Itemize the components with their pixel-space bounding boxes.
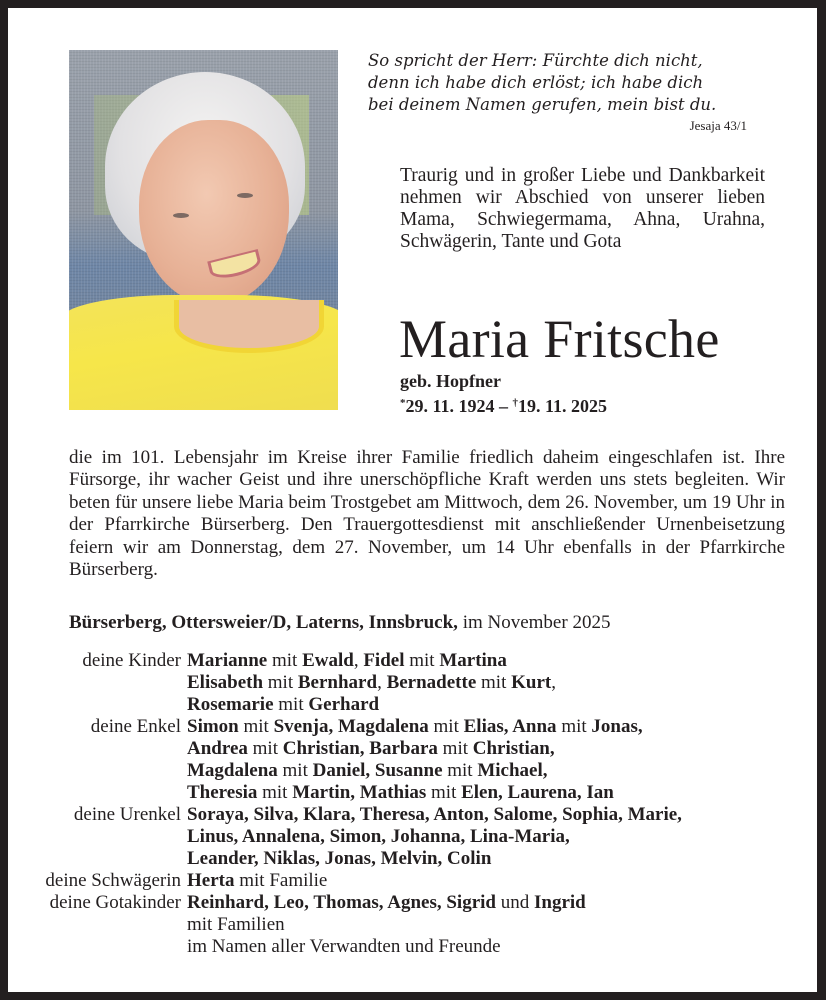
family-connector: mit Familien — [187, 914, 285, 935]
family-member-name: Leander, Niklas, Jonas, Melvin, Colin — [187, 848, 492, 869]
family-connector: mit — [238, 716, 274, 737]
verse-line: bei deinem Namen gerufen, mein bist du. — [368, 95, 717, 114]
family-member-name: Svenja, Magdalena — [273, 716, 429, 737]
family-connector: mit — [442, 760, 478, 781]
family-group-label: deine Urenkel — [73, 804, 181, 825]
family-member-name: Soraya, Silva, Klara, Theresa, Anton, Salome, Sophia, Marie, — [187, 804, 682, 825]
family-member-name: Kurt — [511, 672, 552, 693]
family-member-name: Christian, Barbara — [282, 738, 438, 759]
family-member-name: Andrea — [187, 738, 248, 759]
family-connector: mit — [428, 716, 464, 737]
family-line — [187, 892, 817, 914]
family-connector: mit — [277, 760, 313, 781]
family-member-name: Martina — [439, 650, 507, 671]
family-group — [8, 870, 817, 892]
family-line — [187, 782, 817, 804]
death-cross-symbol: † — [512, 397, 519, 409]
family-connector: , — [551, 672, 556, 693]
family-member-name: Simon — [187, 716, 239, 737]
family-group-label: deine Gotakinder — [49, 892, 181, 913]
family-connector: , — [377, 672, 387, 693]
verse-line: denn ich habe dich erlöst; ich habe dich — [368, 73, 704, 92]
intro-text: Traurig und in großer Liebe und Dankbarkeit nehmen wir Abschied von unserer lieben Mama, Schwiegermama, Ahna, Urahna, Schwägerin, Tante und Gota — [400, 165, 765, 252]
family-member-name: Martin, Mathias — [292, 782, 427, 803]
family-member-name: Bernadette — [386, 672, 477, 693]
family-group-label: deine Kinder — [82, 650, 181, 671]
family-connector: mit — [267, 650, 303, 671]
family-connector: mit — [476, 672, 512, 693]
family-line — [187, 650, 817, 672]
verse-reference: Jesaja 43/1 — [689, 118, 747, 133]
photo-collar — [174, 300, 324, 353]
family-line — [187, 672, 817, 694]
family-connector: und — [495, 892, 534, 913]
family-group-members — [187, 650, 817, 716]
family-line — [187, 848, 817, 870]
family-member-name: Michael, — [477, 760, 548, 781]
family-member-name: Ingrid — [533, 892, 586, 913]
family-line — [187, 760, 817, 782]
family-group-label: deine Schwägerin — [45, 870, 181, 891]
family-connector: mit — [426, 782, 462, 803]
family-connector: mit — [247, 738, 283, 759]
family-member-name: Linus, Annalena, Simon, Johanna, Lina-Maria, — [187, 826, 570, 847]
family-member-name: Ewald — [302, 650, 354, 671]
family-line — [187, 804, 817, 826]
places-date: im November 2025 — [457, 612, 611, 633]
family-connector: mit — [556, 716, 592, 737]
family-group-members — [187, 804, 817, 870]
family-member-name: Jonas, — [591, 716, 643, 737]
family-connector: mit — [273, 694, 309, 715]
family-line — [187, 936, 817, 958]
family-member-name: Reinhard, Leo, Thomas, Agnes, Sigrid — [187, 892, 496, 913]
verse-line: So spricht der Herr: Fürchte dich nicht, — [368, 51, 703, 70]
photo-eye-left — [173, 213, 189, 218]
family-connector: mit — [257, 782, 293, 803]
family-group — [8, 804, 817, 870]
family-member-name: Magdalena — [187, 760, 278, 781]
family-member-name: Herta — [187, 870, 235, 891]
deceased-name: Maria Fritsche — [399, 309, 720, 369]
family-line — [187, 694, 817, 716]
family-group — [8, 650, 817, 716]
family-member-name: Marianne — [187, 650, 268, 671]
date-separator: – — [494, 396, 513, 416]
family-connector: mit Familie — [234, 870, 328, 891]
family-member-name: Elias, Anna — [463, 716, 557, 737]
birth-date: 29. 11. 1924 — [405, 396, 495, 416]
family-group-members — [187, 716, 817, 804]
family-member-name: Fidel — [363, 650, 405, 671]
family-connector: , — [353, 650, 364, 671]
photo-eye-right — [237, 193, 253, 198]
family-connector: mit — [404, 650, 440, 671]
family-member-name: Elisabeth — [187, 672, 264, 693]
places-line — [69, 612, 610, 634]
family-member-name: Elen, Laurena, Ian — [461, 782, 614, 803]
photo-face — [139, 120, 289, 305]
body-text: die im 101. Lebensjahr im Kreise ihrer Familie friedlich daheim eingeschlafen ist. Ihre Fürsorge, ihr wacher Geist und ihre unerschöpfliche Kraft werden uns stets begleiten. Wir beten für unsere liebe Maria beim Trostgebet am Mittwoch, dem 26. November, um 19 Uhr in der Pfarrkirche Bürserberg. Den Trauergottesdienst mit anschließender Urnenbeisetzung feiern wir am Donnerstag, dem 27. November, um 14 Uhr ebenfalls in der Pfarrkirche Bürserberg. — [69, 447, 785, 581]
mourners-list — [8, 650, 817, 958]
family-member-name: Rosemarie — [187, 694, 274, 715]
obituary-notice — [8, 8, 817, 992]
family-member-name: Daniel, Susanne — [312, 760, 443, 781]
birth-name: geb. Hopfner — [400, 371, 501, 391]
family-connector: mit — [437, 738, 473, 759]
family-connector: im Namen aller Verwandten und Freunde — [187, 936, 501, 957]
family-line — [187, 826, 817, 848]
family-line — [187, 914, 817, 936]
family-group — [8, 892, 817, 958]
family-group-label: deine Enkel — [90, 716, 181, 737]
family-member-name: Theresia — [187, 782, 258, 803]
family-group-members — [187, 870, 817, 892]
family-member-name: Christian, — [472, 738, 555, 759]
family-line — [187, 716, 817, 738]
portrait-photo — [69, 50, 338, 410]
death-date: 19. 11. 2025 — [518, 396, 608, 416]
places-bold: Bürserberg, Ottersweier/D, Laterns, Innsbruck, — [69, 612, 458, 633]
family-line — [187, 870, 817, 892]
family-group — [8, 716, 817, 804]
family-group-members — [187, 892, 817, 958]
family-line — [187, 738, 817, 760]
family-member-name: Gerhard — [308, 694, 380, 715]
bible-verse — [368, 50, 748, 116]
family-connector: mit — [263, 672, 298, 693]
life-dates — [400, 392, 607, 417]
family-member-name: Bernhard — [297, 672, 378, 693]
birth-symbol: * — [400, 397, 406, 409]
